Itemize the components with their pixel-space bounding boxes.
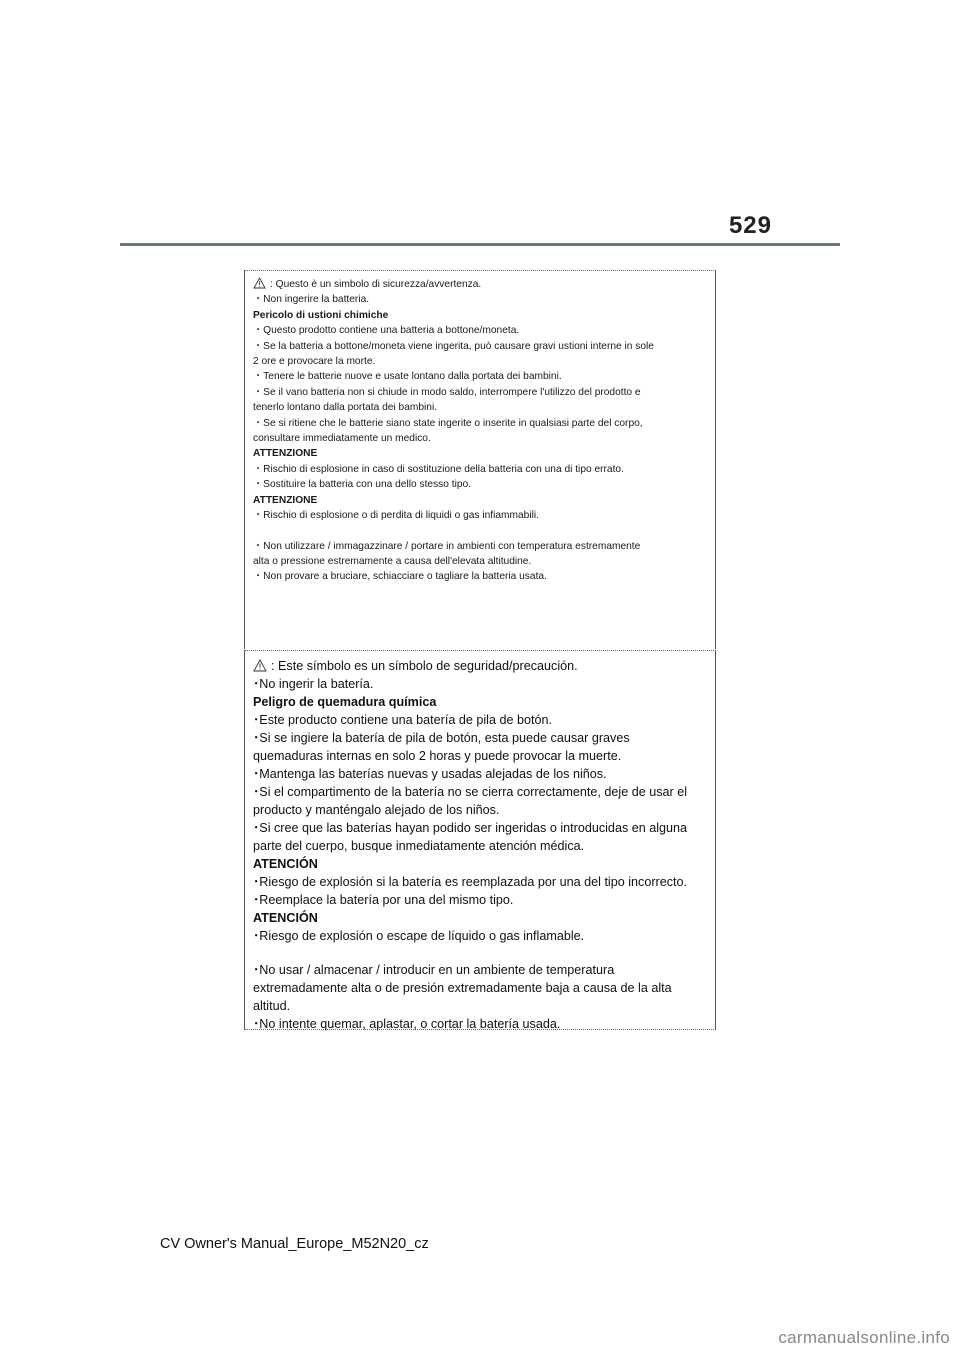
italian-line: ・Se si ritiene che le batterie siano state ingerite o inserite in qualsiasi parte del corpo, (253, 417, 643, 429)
footer-manual-id: CV Owner's Manual_Europe_M52N20_cz (160, 1236, 429, 1252)
spanish-heading: ATENCIÓN (253, 857, 318, 871)
italian-heading: ATTENZIONE (253, 494, 318, 506)
spanish-line: ･Riesgo de explosión si la batería es reemplazada por una del tipo incorrecto. (253, 875, 688, 889)
spanish-line: ･Si el compartimento de la batería no se cierra correctamente, deje de usar el (253, 785, 688, 799)
italian-line: consultare immediatamente un medico. (253, 433, 431, 445)
page-number: 529 (728, 212, 772, 239)
italian-line: ・Se la batteria a bottone/moneta viene ingerita, può causare gravi ustioni interne in sole (253, 340, 654, 352)
italian-line: ・Se il vano batteria non si chiude in modo saldo, interrompere l'utilizzo del prodotto e (253, 386, 641, 398)
spanish-line: quemaduras internas en solo 2 horas y puede provocar la muerte. (253, 749, 622, 763)
italian-line: 2 ore e provocare la morte. (253, 356, 376, 368)
italian-line: ・Non utilizzare / immagazzinare / portare in ambienti con temperatura estremamente (253, 540, 641, 552)
italian-line: ・Sostituire la batteria con una dello stesso tipo. (253, 479, 472, 491)
spanish-line: parte del cuerpo, busque inmediatamente atención médica. (253, 839, 585, 853)
italian-symbol-text: : Questo è un simbolo di sicurezza/avvertenza. (270, 279, 482, 290)
spacer (253, 524, 711, 539)
spanish-line: ･No usar / almacenar / introducir en un ambiente de temperatura (253, 963, 615, 977)
italian-line: ・Tenere le batterie nuove e usate lontano dalla portata dei bambini. (253, 371, 562, 383)
spanish-heading: Peligro de quemadura química (253, 695, 437, 709)
notice-box-italian (244, 270, 716, 649)
watermark-link[interactable]: carmanualsonline.info (778, 1328, 950, 1347)
italian-line: tenerlo lontano dalla portata dei bambini. (253, 402, 438, 414)
spanish-line: ･Riesgo de explosión o escape de líquido o gas inflamable. (253, 929, 585, 943)
italian-line: ・Rischio di esplosione in caso di sostituzione della batteria con una di tipo errato. (253, 463, 624, 475)
spanish-line: ･Mantenga las baterías nuevas y usadas alejadas de los niños. (253, 767, 607, 781)
spanish-symbol-text: : Este símbolo es un símbolo de seguridad/precaución. (271, 659, 578, 673)
italian-line: ・Questo prodotto contiene una batteria a bottone/moneta. (253, 325, 520, 337)
italian-heading: Pericolo di ustioni chimiche (253, 309, 389, 321)
header-rule (120, 243, 840, 246)
spanish-line: producto y manténgalo alejado de los niños. (253, 803, 500, 817)
italian-heading: ATTENZIONE (253, 448, 318, 460)
italian-line: ・Non ingerire la batteria. (253, 294, 370, 306)
spanish-line: ･Este producto contiene una batería de pila de botón. (253, 713, 552, 727)
warning-triangle-icon (253, 277, 266, 289)
spanish-line: ･Si se ingiere la batería de pila de botón, esta puede causar graves (253, 731, 630, 745)
italian-line: ・Rischio di esplosione o di perdita di liquidi o gas infiammabili. (253, 510, 539, 522)
italian-line: alta o pressione estremamente a causa dell'elevata altitudine. (253, 555, 532, 567)
spanish-line: altitud. (253, 999, 291, 1013)
spacer (253, 945, 711, 961)
spanish-line: ･No intente quemar, aplastar, o cortar la batería usada. (253, 1017, 561, 1031)
spanish-heading: ATENCIÓN (253, 911, 318, 925)
spanish-line: ･No ingerir la batería. (253, 677, 374, 691)
spanish-line: ･Reemplace la batería por una del mismo tipo. (253, 893, 514, 907)
spanish-line: ･Si cree que las baterías hayan podido ser ingeridas o introducidas en alguna (253, 821, 688, 835)
notice-box-spanish (244, 650, 716, 1030)
warning-triangle-icon (253, 659, 267, 672)
italian-line: ・Non provare a bruciare, schiacciare o tagliare la batteria usata. (253, 571, 547, 583)
spanish-line: extremadamente alta o de presión extremadamente baja a causa de la alta (253, 981, 672, 995)
